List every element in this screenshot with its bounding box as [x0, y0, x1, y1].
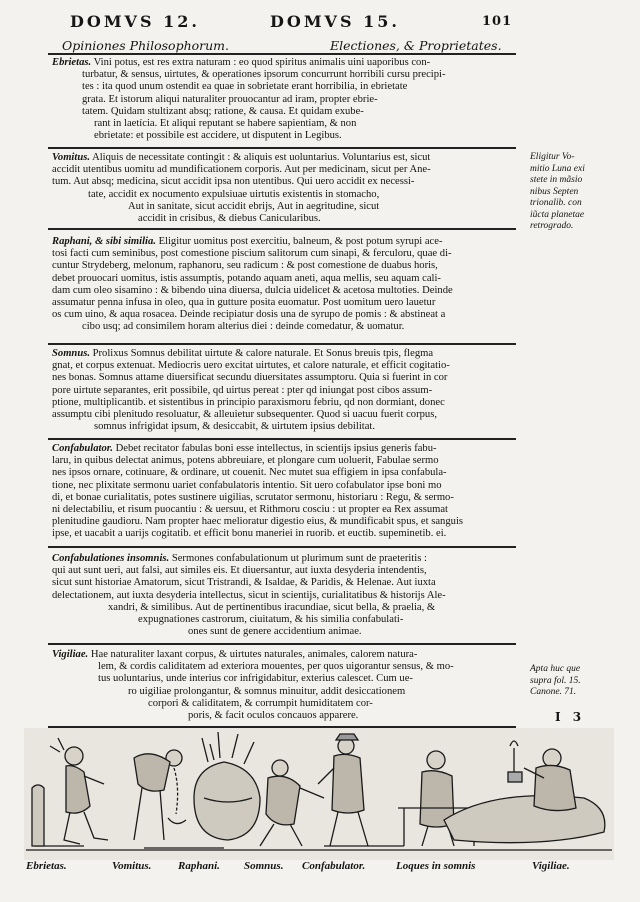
text-line: tione, nec plixitate sermonu uariet confabulatoris intentio. Sit uero cofabulator ipse boni mo [52, 479, 442, 491]
section-label: Vigiliae. [52, 649, 89, 660]
margin-line: nibus Septen [530, 186, 579, 197]
section-rule [48, 546, 516, 548]
text-line: Eligitur uomitus post exercitiu, balneum, & post potum syrupi ace- [158, 236, 443, 247]
text-line: tosi facti cum seminibus, post comestione piscium salitorum cum sinapi, & ferculoru, quae di- [52, 248, 452, 260]
text-line: debet prouocari uomitus, istis assumptis, potando aquam aneti, aqua mellis, seu aquam cali- [52, 272, 441, 284]
text-line: sicut sunt historiae Amatorum, sicut Tristrandi, & Isaldae, & Paridis, & Helenae. Aut iuxta [52, 577, 436, 589]
text-line: assumatur penna infusa in oleo, qua in gutture posita euomatur. Post uomitum uero lauetur [52, 297, 436, 309]
text-line: Hae naturaliter laxant corpus, & uirtutes naturales, animales, calorem natura- [90, 649, 418, 660]
text-line: gnat, et corpus extenuat. Mediocris uero excitat uirtutes, et calore naturale, et efficit cogitatio- [52, 360, 450, 372]
caption-ebrietas: Ebrietas. [26, 860, 67, 872]
text-line: ipse, et uacabit a uarijs cogitatib. et efficit bonu maneriei in ruorib. et euctib. supeminetib. ei. [52, 528, 447, 540]
section-somnus [48, 348, 516, 433]
text-line: poris, & facit oculos concauos apparere. [188, 710, 359, 722]
running-head-middle: DOMVS 15. [270, 12, 400, 31]
text-line: tum. Aut absq; medicina, sicut accidit ipsa non utentibus. Qui uero accidit ex necessi- [52, 176, 415, 188]
text-line: di, et bonae curialitatis, potes sustinere uigilias, scrutator sermonu, historiaru : Regu, & sermo- [52, 491, 454, 503]
margin-line: trionalib. con [530, 198, 582, 208]
section-rule [48, 643, 516, 645]
text-line: ebrietate: et possibile est accidere, ut disputent in Legibus. [94, 130, 342, 142]
margin-line: retrogrado. [530, 221, 574, 231]
subhead-left: Opiniones Philosophorum. [62, 38, 230, 53]
text-line: accidit in crisibus, & diebus Canicularibus. [138, 213, 321, 225]
text-line: Sermones confabulationum ut plurimum sunt de praeteritis : [171, 553, 427, 564]
text-line: turbatur, & sensus, uirtutes, & operationes ipsorum concurrunt horribili cursu precipi- [82, 69, 446, 81]
caption-confabulator: Confabulator. [302, 860, 366, 872]
section-rule [48, 228, 516, 230]
margin-line: Eligitur Vo- [530, 152, 575, 162]
text-line: dam cum oleo sisamino : & bibendo uina diuersa, dulcia uidelicet & acetosa multoties. Deinde [52, 284, 453, 296]
section-label: Vomitus. [52, 152, 90, 163]
caption-vomitus: Vomitus. [112, 860, 152, 872]
running-head [70, 12, 520, 34]
margin-line: iũcta planetae [530, 209, 585, 220]
text-line: tate, accidit ex nocumento expulsiuae uirtutis existentis in stomacho, [88, 188, 380, 200]
text-line: lem, & cordis caliditatem ad exteriora mouentes, per quos uigorantur sensus, & mo- [98, 661, 454, 673]
margin-line: Canone. 71. [530, 687, 577, 697]
section-raphani [48, 236, 516, 334]
caption-loques: Loques in somnis [396, 860, 476, 872]
text-line: nes ipsos ornare, cotinuare, & ordinare, ut couenit. Nec mutet sua effigiem in ipsa confabula- [52, 467, 447, 479]
folio-number: 101 [482, 14, 513, 29]
text-line: cibo usq; ad consimilem horam alterius diei : deinde comedatur, & uomatur. [82, 321, 405, 333]
section-label: Confabulator. [52, 443, 113, 454]
margin-note-vigiliae [530, 664, 640, 699]
text-line: ones sunt de genere accidentium animae. [188, 626, 362, 638]
text-line: xandri, & similibus. Aut de pertinentibus iracundiae, sicut bella, & praelia, & [108, 601, 436, 613]
section-confabulator [48, 443, 516, 541]
text-line: expugnationes castrorum, ciuitatum, & his similia confabulati- [138, 614, 404, 626]
text-line: Aliquis de necessitate contingit : & aliquis est uoluntarius. Voluntarius est, sicut [92, 152, 431, 163]
text-line: tes : ita quod unum ostendit ea quae in sobrietate erant horribilia, in ebrietate [82, 81, 408, 93]
text-line: assumptu cibi plenitudo resoluatur, & alleuietur subsequenter. Quod si uacuu fuerit corpus, [52, 409, 437, 421]
signature-mark: I 3 [555, 710, 586, 724]
section-rule [48, 147, 516, 149]
text-line: ro uigiliae prolongantur, & somnus minuitur, addit desiccationem [128, 685, 406, 697]
section-rule [48, 343, 516, 345]
caption-raphani: Raphani. [178, 860, 220, 872]
text-line: rant in laetícia. Et aliqui reputant se habere sapientiam, & non [94, 118, 357, 130]
text-line: nes bonas. Somnus attame diuersificat secundu diuersitates assumptoru. Quia si fuerint in cor [52, 372, 448, 384]
text-line: os cum uino, & aqua rosacea. Deinde recipiatur dosis una de syrupo de pomis : & abstineat a [52, 309, 446, 321]
section-label: Somnus. [52, 348, 90, 359]
text-line: ni delectabiliu, et risum puocantiu : & uersuu, et Rithmoru cosciu : ut propter ea Rex assumat [52, 504, 448, 516]
text-line: grata. Et istorum aliqui naturaliter prouocantur ad iram, propter ebrie- [82, 93, 378, 105]
text-line: Aut in sanitate, sicut accidit ebrijs, Aut in aegritudine, sicut [128, 200, 380, 212]
section-label: Raphani, & sibi similia. [52, 236, 156, 247]
margin-line: mitio Luna exi [530, 163, 585, 174]
running-head-left: DOMVS 12. [70, 12, 200, 31]
caption-somnus: Somnus. [244, 860, 284, 872]
section-confabulationes [48, 553, 516, 638]
section-vomitus [48, 152, 516, 225]
text-line: Prolixus Somnus debilitat uirtute & calore naturale. Et Sonus breuis tpis, flegma [92, 348, 434, 359]
text-line: tus uoluntarius, unde interius cor infrigidabitur, exterius calescet. Cum ue- [98, 673, 413, 685]
section-label: Confabulationes insomnis. [52, 553, 170, 564]
text-line: plenitudine gaudioru. Nam propter haec melioratur digestio eius, & mundificabit spus, et sanguis [52, 516, 464, 528]
woodcut-illustration-icon [24, 728, 614, 860]
margin-line: Apta huc que [530, 664, 581, 674]
text-line: pore uirtute separantes, erit possibile, qd uirtus pereat : pter qd iniungat post cibos assum- [52, 384, 433, 396]
caption-vigiliae: Vigiliae. [532, 860, 570, 872]
header-rule [48, 53, 516, 55]
margin-line: stete in mãsio [530, 175, 583, 185]
section-vigiliae [48, 649, 516, 722]
text-line: Debet recitator fabulas boni esse intellectus, in scientijs ipsius generis fabu- [115, 443, 437, 454]
section-rule [48, 438, 516, 440]
text-line: tatem. Quidam stultizant absq; ratione, & causa. Et quidam exube- [82, 105, 364, 117]
text-line: delectationem, aut iuxta desyderia intellectus, sicut in scientijs, curialitatibus & historijs Ale- [52, 589, 446, 601]
text-line: somnus infrigidat ipsum, & desiccabit, & uirtutem ipsius debilitat. [94, 421, 375, 433]
text-line: ptione, multiplicantib. et sistentibus in principio paraxismoru febriu, qd non dormiant, donec [52, 396, 445, 408]
text-line: laru, in quibus delectat animus, potens abbreuiare, et plongare cum uoluerit, Fabulae sermo [52, 455, 439, 467]
margin-line: supra fol. 15. [530, 675, 581, 686]
section-ebrietas [48, 57, 516, 142]
subhead-right: Electiones, & Proprietates. [330, 38, 502, 53]
text-line: cuntur Strydeberg, melonum, raphanoru, seu radicum : & post comestione de duabus horis, [52, 260, 438, 272]
text-line: qui aut sunt ueri, aut falsi, aut similes eis. Et diuersantur, aut iuxta desyderia intendentis, [52, 565, 427, 577]
margin-note-vomitus [530, 152, 640, 233]
section-label: Ebrietas. [52, 57, 92, 68]
text-line: corpori & caliditatem, & corrumpit humiditatem cor- [148, 697, 373, 709]
text-line: accidit utentibus uomitu ad mundificationem corporis. Aut per medicinam, sicut per Ane- [52, 164, 431, 176]
text-line: Vini potus, est res extra naturam : eo quod spiritus animalis uini uaporibus con- [93, 57, 431, 68]
